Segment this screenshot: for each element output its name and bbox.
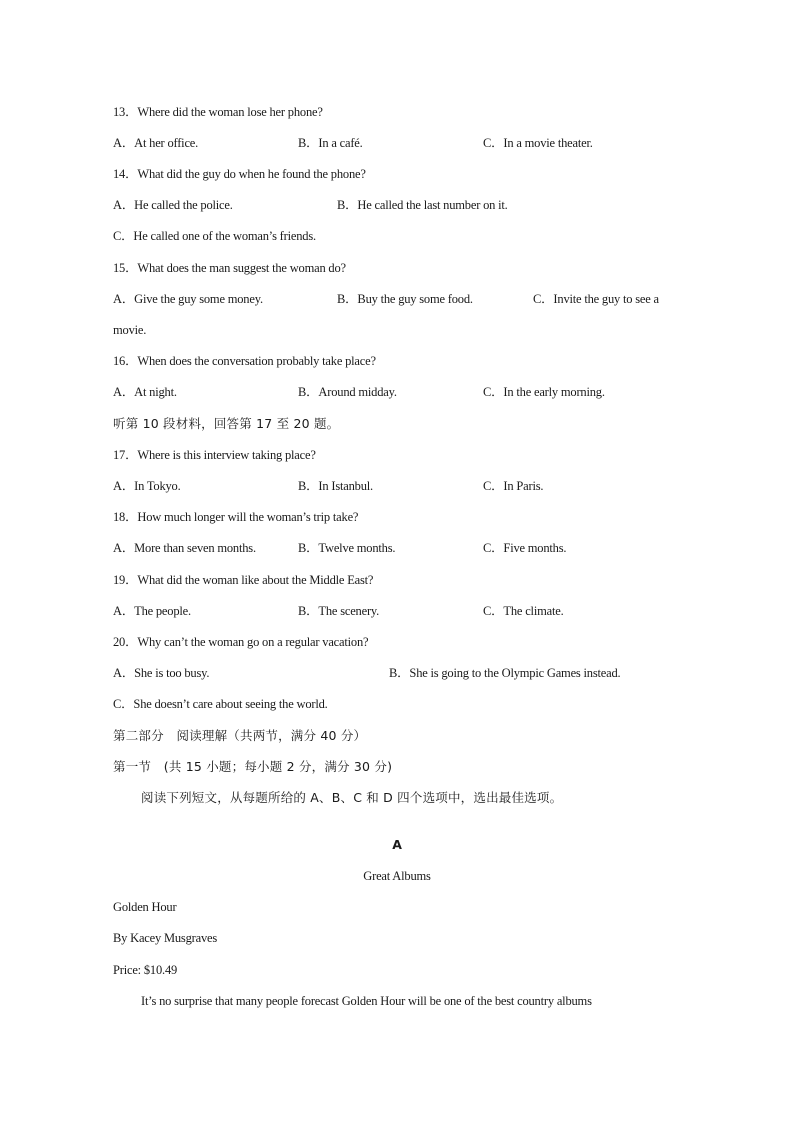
question-20-option-c: C．She doesn’t care about seeing the world.: [113, 697, 328, 711]
question-14-option-c: C．He called one of the woman’s friends.: [113, 229, 316, 243]
option-c: C．The climate.: [483, 604, 564, 618]
listening-instruction: 听第 10 段材料，回答第 17 至 20 题。: [113, 416, 340, 431]
option-c: C．Five months.: [483, 541, 567, 555]
question-18-stem: 18．How much longer will the woman’s trip take?: [113, 510, 359, 524]
option-b: B．He called the last number on it.: [337, 198, 508, 212]
part2-title: 第二部分 阅读理解（共两节，满分 40 分）: [113, 728, 367, 743]
option-c: C．In the early morning.: [483, 385, 605, 399]
question-14-stem: 14．What did the guy do when he found the phone?: [113, 167, 366, 181]
option-c: C．In a movie theater.: [483, 136, 593, 150]
passage-label: A: [392, 837, 402, 852]
option-a: A．He called the police.: [113, 198, 233, 212]
option-b: B．Twelve months.: [298, 541, 396, 555]
option-a: A．At night.: [113, 385, 177, 399]
album-name: Golden Hour: [113, 900, 177, 914]
option-b: B．Around midday.: [298, 385, 397, 399]
option-a: A．The people.: [113, 604, 191, 618]
question-19-stem: 19．What did the woman like about the Middle East?: [113, 573, 374, 587]
option-a: A．Give the guy some money.: [113, 292, 263, 306]
option-b: B．She is going to the Olympic Games instead.: [389, 666, 621, 680]
option-b: B．Buy the guy some food.: [337, 292, 473, 306]
passage-first-line: It’s no surprise that many people forecast Golden Hour will be one of the best country albums: [141, 994, 592, 1008]
option-c: C．Invite the guy to see a: [533, 292, 659, 306]
album-price: Price: $10.49: [113, 963, 178, 977]
section1-instruction: 阅读下列短文，从每题所给的 A、B、C 和 D 四个选项中，选出最佳选项。: [141, 790, 563, 805]
option-a: A．She is too busy.: [113, 666, 210, 680]
question-15-option-wrap: movie.: [113, 323, 147, 337]
question-20-stem: 20．Why can’t the woman go on a regular vacation?: [113, 635, 369, 649]
option-b: B．The scenery.: [298, 604, 380, 618]
question-13-stem: 13．Where did the woman lose her phone?: [113, 105, 323, 119]
option-b: B．In a café.: [298, 136, 363, 150]
question-17-stem: 17．Where is this interview taking place?: [113, 448, 316, 462]
passage-title: Great Albums: [363, 869, 431, 883]
option-a: A．At her office.: [113, 136, 199, 150]
option-b: B．In Istanbul.: [298, 479, 373, 493]
option-c: C．In Paris.: [483, 479, 544, 493]
option-a: A．In Tokyo.: [113, 479, 181, 493]
option-a: A．More than seven months.: [113, 541, 256, 555]
album-artist: By Kacey Musgraves: [113, 931, 218, 945]
question-16-stem: 16．When does the conversation probably take place?: [113, 354, 376, 368]
section1-title: 第一节 (共 15 小题；每小题 2 分，满分 30 分): [113, 759, 393, 774]
question-15-stem: 15．What does the man suggest the woman do?: [113, 261, 346, 275]
